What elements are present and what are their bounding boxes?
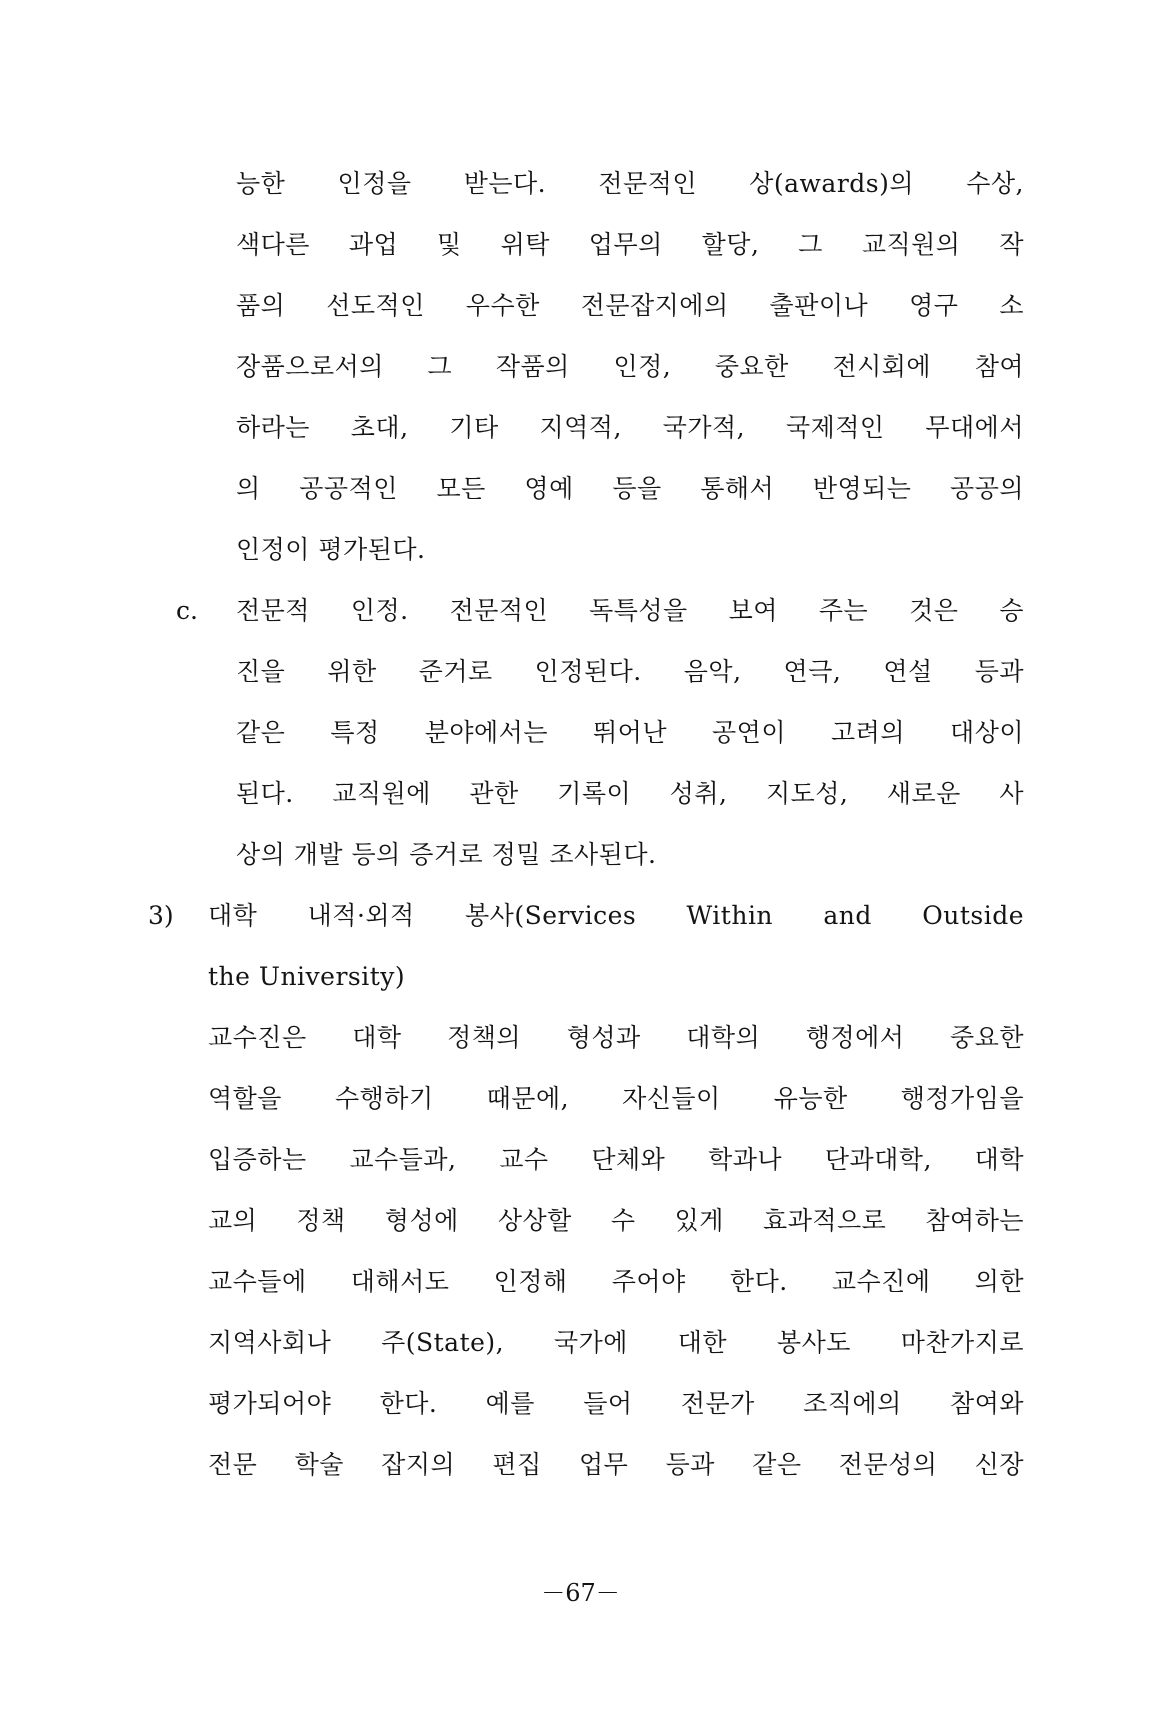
text-line: 의 공공적인 모든 영예 등을 통해서 반영되는 공공의 [236,474,1024,503]
section-heading: the University) [208,962,406,991]
text-line: 평가되어야 한다. 예를 들어 전문가 조직에의 참여와 [208,1389,1024,1418]
text-line: 지역사회나 주(State), 국가에 대한 봉사도 마찬가지로 [208,1328,1024,1357]
text-line: 교수진은 대학 정책의 형성과 대학의 행정에서 중요한 [208,1023,1024,1052]
text-line: 상의 개발 등의 증거로 정밀 조사된다. [236,840,657,869]
section-marker: 3) [148,901,174,930]
text-line: 같은 특정 분야에서는 뛰어난 공연이 고려의 대상이 [236,718,1024,747]
text-line: 능한 인정을 받는다. 전문적인 상(awards)의 수상, [236,169,1024,198]
text-line: 장품으로서의 그 작품의 인정, 중요한 전시회에 참여 [236,352,1024,381]
text-line: 전문적 인정. 전문적인 독특성을 보여 주는 것은 승 [236,596,1024,625]
text-line: 교의 정책 형성에 상상할 수 있게 효과적으로 참여하는 [208,1206,1024,1235]
text-line: 교수들에 대해서도 인정해 주어야 한다. 교수진에 의한 [208,1267,1024,1296]
text-line: 색다른 과업 및 위탁 업무의 할당, 그 교직원의 작 [236,230,1024,259]
list-marker: c. [176,596,198,625]
text-line: 하라는 초대, 기타 지역적, 국가적, 국제적인 무대에서 [236,413,1024,442]
page-number: －67－ [541,1579,620,1607]
text-line: 전문 학술 잡지의 편집 업무 등과 같은 전문성의 신장 [208,1450,1024,1479]
section-heading: 대학 내적·외적 봉사(Services Within and Outside [208,901,1024,930]
text-line: 입증하는 교수들과, 교수 단체와 학과나 단과대학, 대학 [208,1145,1024,1174]
text-line: 된다. 교직원에 관한 기록이 성취, 지도성, 새로운 사 [236,779,1024,808]
text-line: 진을 위한 준거로 인정된다. 음악, 연극, 연설 등과 [236,657,1024,686]
text-line: 품의 선도적인 우수한 전문잡지에의 출판이나 영구 소 [236,291,1024,320]
text-line: 인정이 평가된다. [236,535,426,564]
text-line: 역할을 수행하기 때문에, 자신들이 유능한 행정가임을 [208,1084,1024,1113]
